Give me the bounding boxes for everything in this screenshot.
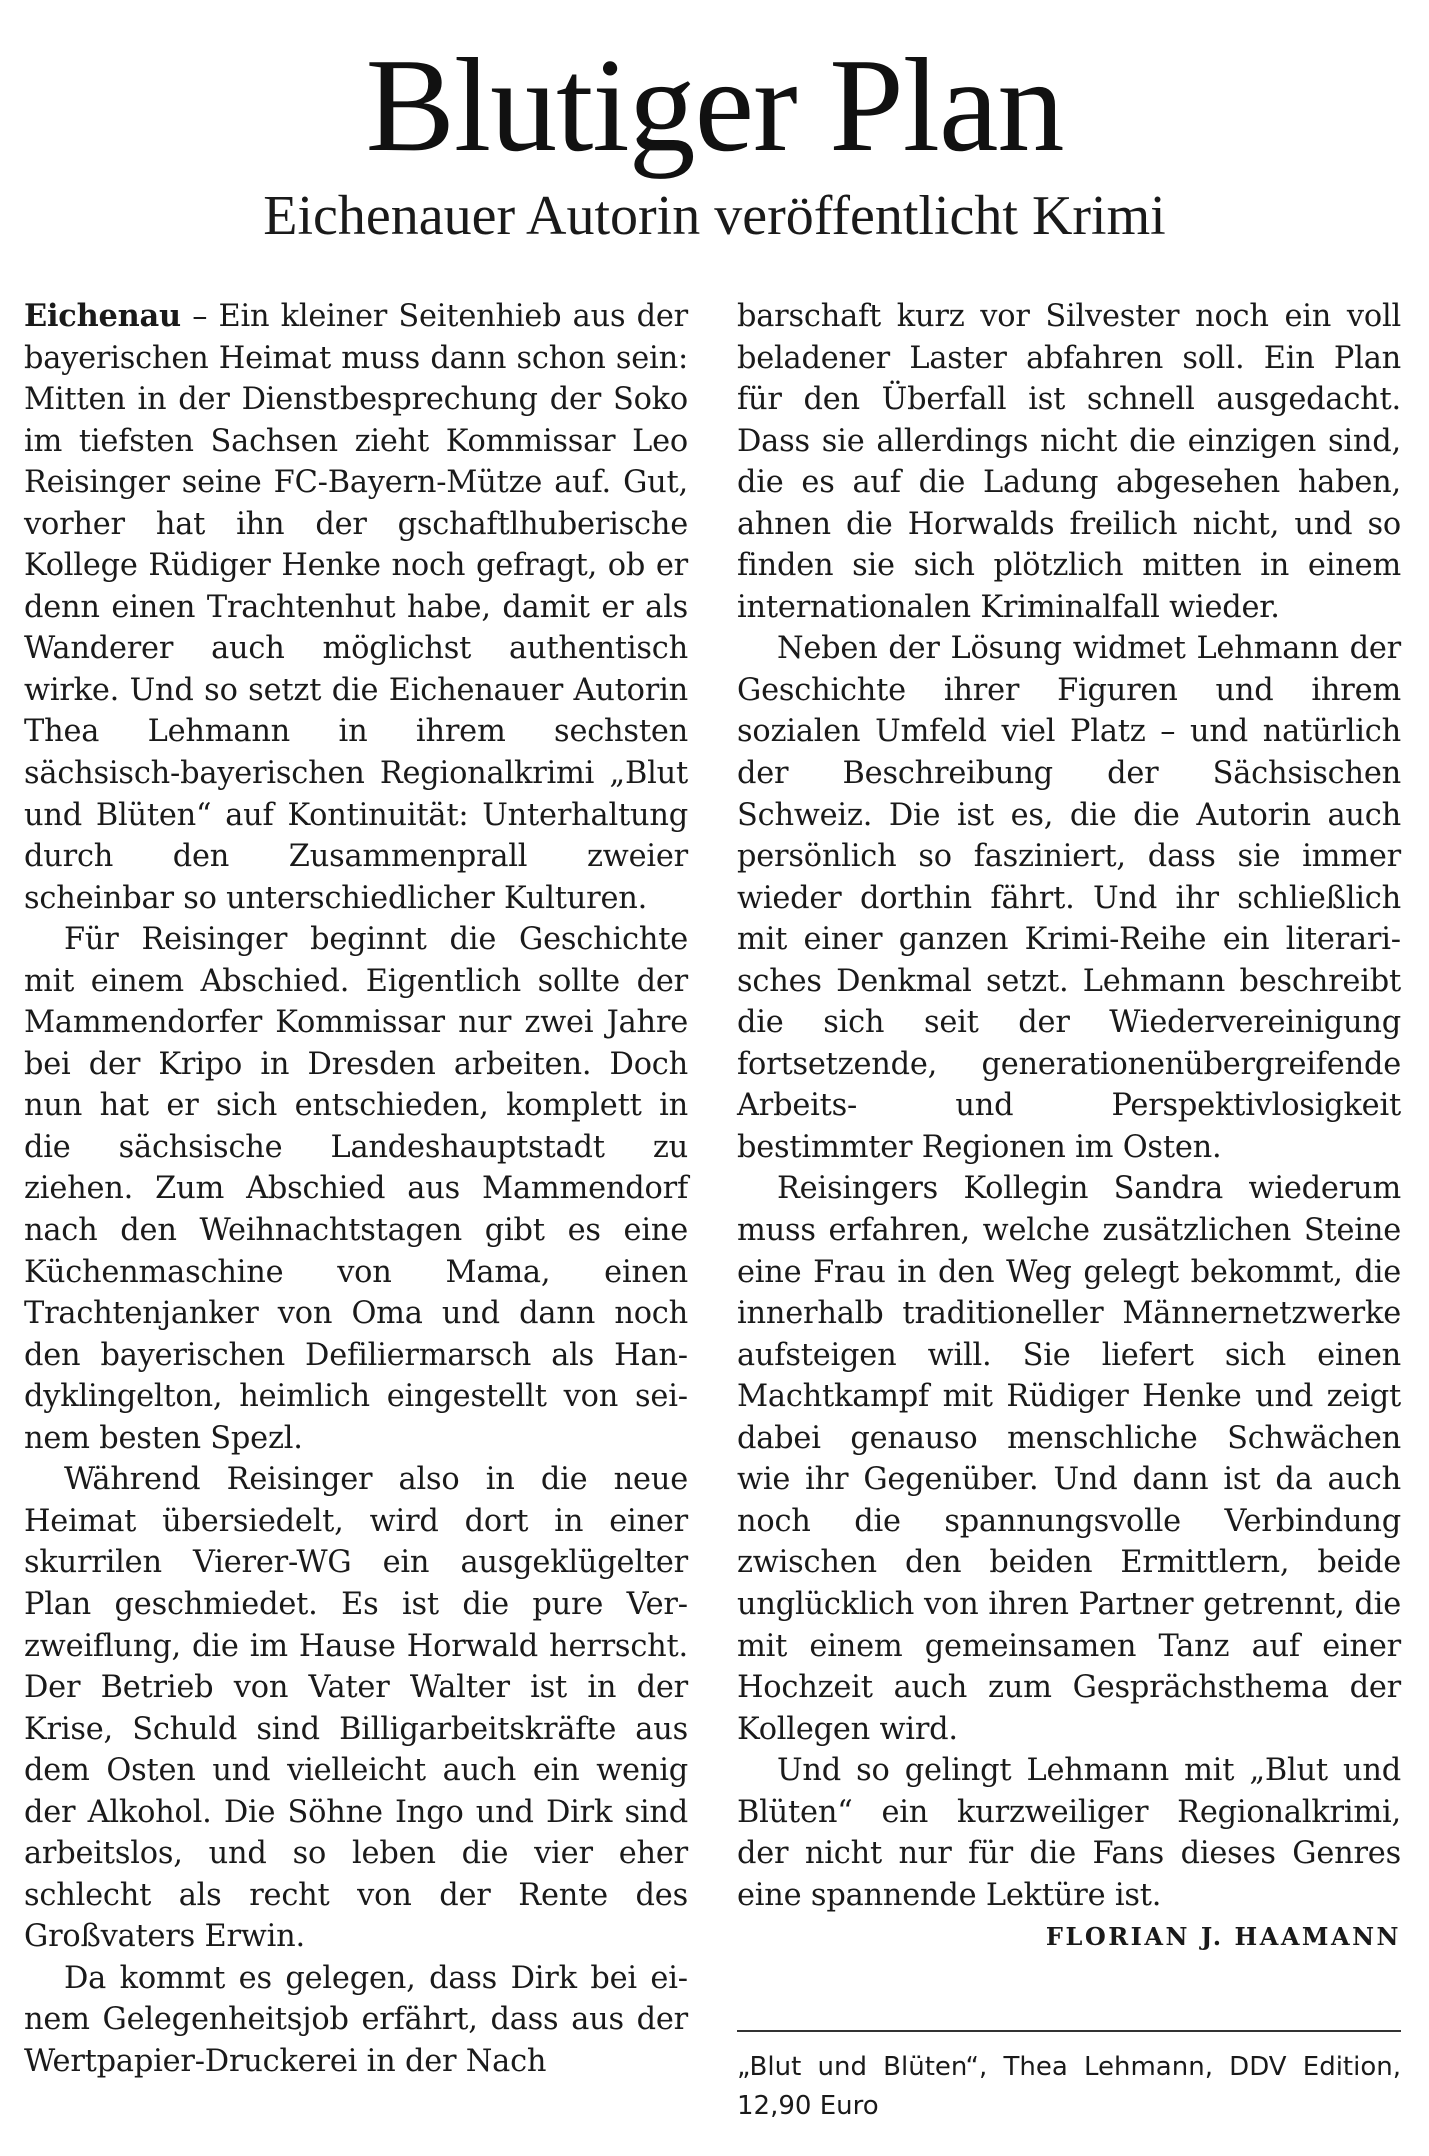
dateline: Eichenau [24,298,181,334]
paragraph-6: Reisingers Kollegin Sandra wiederum muss erfahren, welche zusätzlichen Steine eine Frau in den Weg gelegt bekommt, die innerhalb traditioneller Männernetzwerke aufsteigen will. Sie liefert sich einen Machtkampf mit Rüdiger Henke und zeigt dabei genauso menschliche Schwächen wie ihr Gegenüber. Und dann ist da auch noch die spannungsvolle Verbindung zwischen den beiden Ermittlern, beide unglücklich von ihren Partner getrennt, die mit einem gemeinsamen Tanz auf einer Hochzeit auch zum Gesprächsthema der Kollegen wird. [737,1171,1401,1747]
headline: Blutiger Plan [365,31,1064,179]
paragraph-1-text: – Ein kleiner Seitenhieb aus der bayerischen Heimat muss dann schon sein: Mitten in der Dienstbesprechung der Soko im tiefsten Sachsen zieht Kommissar Leo Reisinger seine FC-Bayern-Mütze auf. Gut, vorher hat ihn der gschaftlhuberische Kollege Rüdiger Henke noch gefragt, ob er denn einen Trachtenhut habe, damit er als Wanderer auch möglichst authentisch wirke. Und so setzt die Eichenauer Autorin Thea Lehmann in ihrem sechsten sächsisch-bayerischen Regionalkrimi „Blut und Blüten“ auf Kontinuität: Unterhaltung durch den Zusammenprall zweier scheinbar so unterschiedlicher Kulturen. [24,299,688,916]
paragraph-7: Und so gelingt Lehmann mit „Blut und Blüten“ ein kurzweiliger Regionalkrimi, der nicht nur für die Fans dieses Genres eine spannende Lektüre ist. [737,1753,1401,1913]
paragraph-1 [24,296,688,919]
paragraph-4-continued: barschaft kurz vor Silvester noch ein voll beladener Laster abfahren soll. Ein Plan für den Überfall ist schnell ausgedacht. Dass sie allerdings nicht die einzigen sind, die es auf die Ladung abgesehen haben, ahnen die Horwalds freilich nicht, und so finden sie sich plötzlich mitten in einem internationalen Kriminalfall wieder. [737,299,1401,625]
paragraph-5: Neben der Lösung widmet Lehmann der Geschichte ihrer Figuren und ihrem sozialen Umfeld viel Platz – und natürlich der Beschreibung der Sächsischen Schweiz. Die ist es, die die Autorin auch persönlich so fasziniert, dass sie immer wieder dorthin fährt. Und ihr schließlich mit einer ganzen Krimi-Reihe ein literarisches Denkmal setzt. Lehmann beschreibt die sich seit der Wiedervereinigung fortsetzende, generationenübergreifende Arbeits- und Perspektivlosigkeit bestimmter Regionen im Osten. [737,631,1401,1165]
book-info: „Blut und Blüten“, Thea Lehmann, DDV Edition, 12,90 Euro [737,2052,1401,2121]
subheadline: Eichenauer Autorin veröffentlicht Krimi [263,185,1166,247]
paragraph-2: Für Reisinger beginnt die Geschichte mit einem Abschied. Eigentlich sollte der Mammendorfer Kommissar nur zwei Jahre bei der Kripo in Dresden arbeiten. Doch nun hat er sich entschieden, komplett in die sächsische Landeshauptstadt zu ziehen. Zum Abschied aus Mammendorf nach den Weihnachtstagen gibt es eine Küchenmaschine von Mama, einen Trachtenjanker von Oma und dann noch den bayerischen Defiliermarsch als Handyklingelton, heimlich eingestellt von seinem besten Spezl. [24,922,688,1456]
right-column [737,296,1401,1958]
divider-rule [737,2030,1401,2032]
paragraph-3: Während Reisinger also in die neue Heimat übersiedelt, wird dort in einer skurrilen Vierer-WG ein ausgeklügelter Plan geschmiedet. Es ist die pure Verzweiflung, die im Hause Horwald herrscht. Der Betrieb von Vater Walter ist in der Krise, Schuld sind Billigarbeitskräfte aus dem Osten und vielleicht auch ein wenig der Alkohol. Die Söhne Ingo und Dirk sind arbeitslos, und so leben die vier eher schlecht als recht von der Rente des Großvaters Erwin. [24,1462,688,1955]
author-byline: FLORIAN J. HAAMANN [1045,1922,1401,1952]
left-column [24,296,688,2083]
paragraph-4: Da kommt es gelegen, dass Dirk bei einem Gelegenheitsjob erfährt, dass aus der Wertpapier-Druckerei in der Nach [24,1960,688,2079]
